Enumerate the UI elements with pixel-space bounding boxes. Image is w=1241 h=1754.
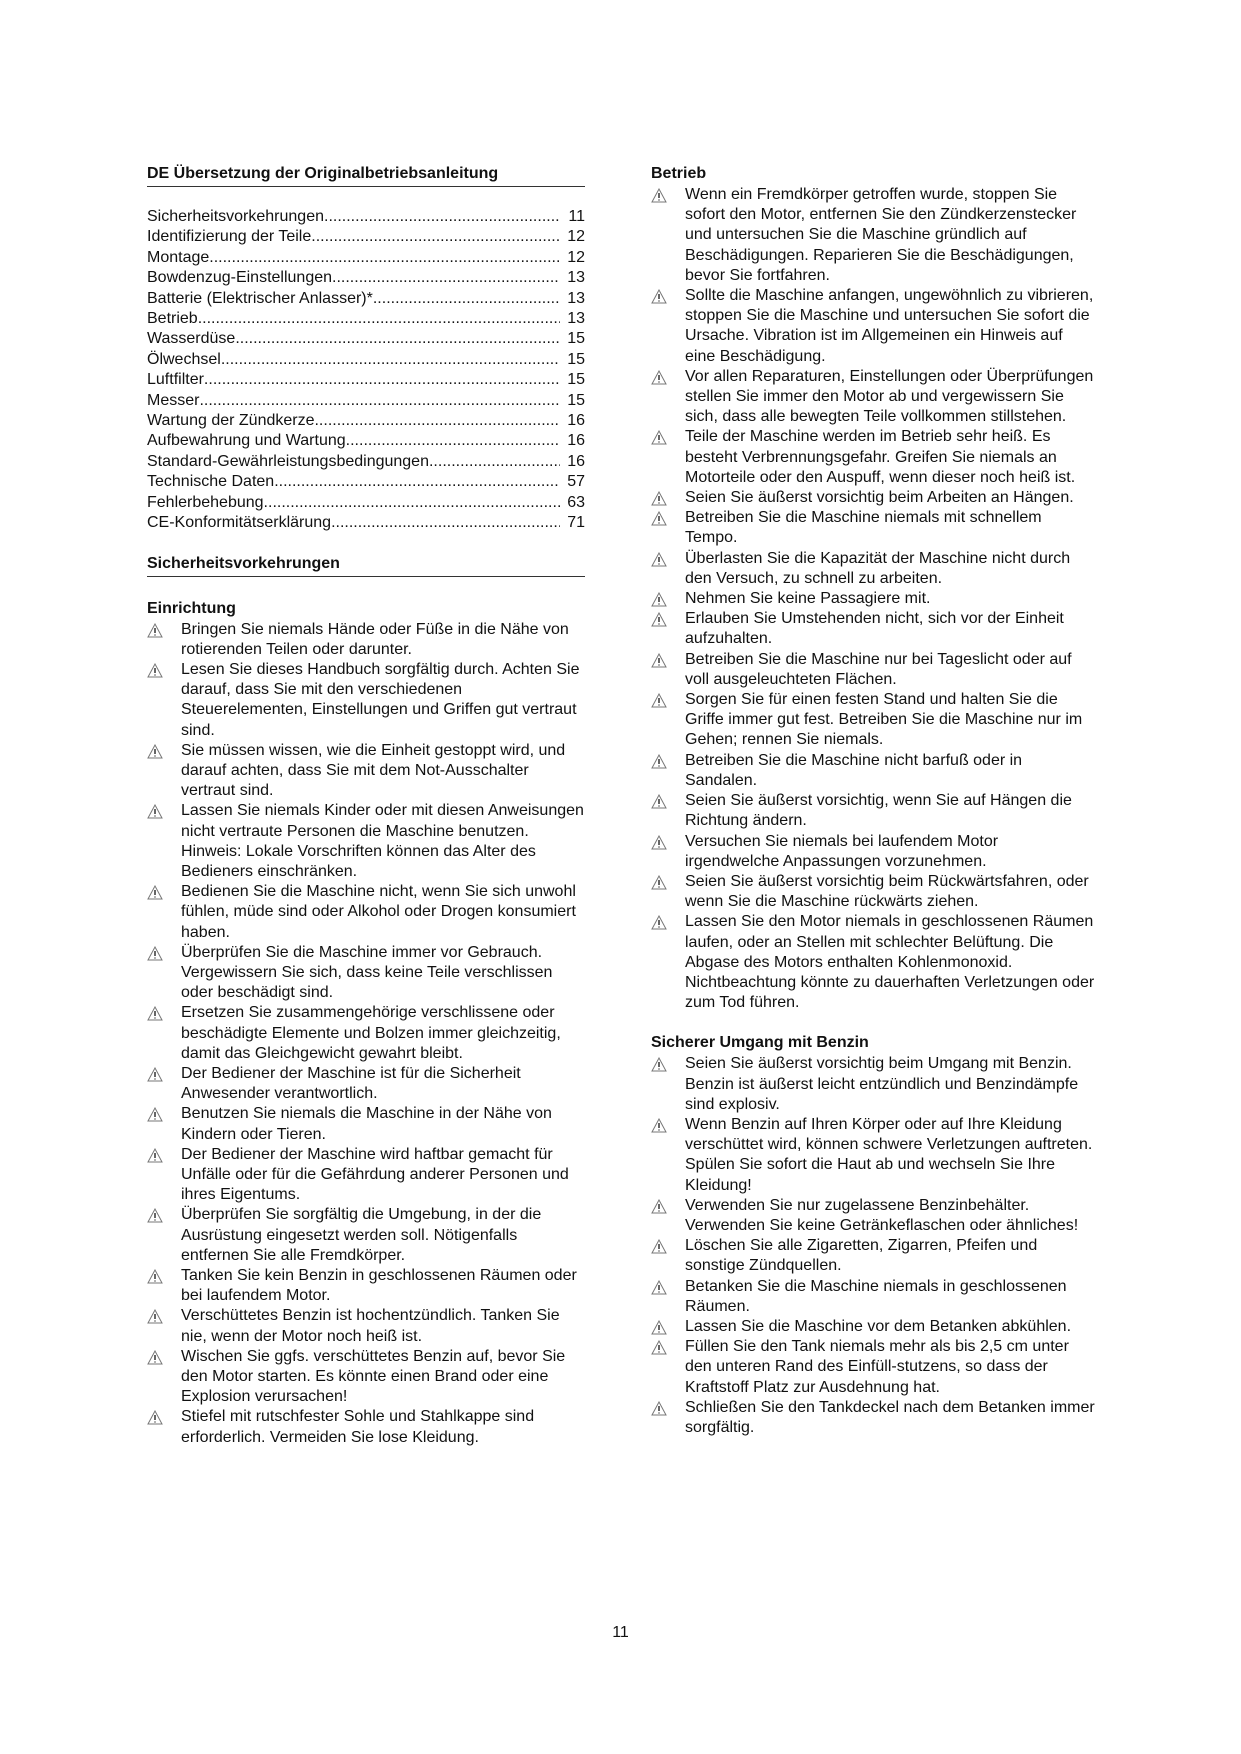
safety-item-text: Füllen Sie den Tank niemals mehr als bis 2,5 cm unter den unteren Rand des Einfüll-stutzens, so dass der Kraftstoff Platz zur Ausdehnung hat. (685, 1338, 1069, 1396)
safety-item-text: Seien Sie äußerst vorsichtig, wenn Sie auf Hängen die Richtung ändern. (685, 792, 1072, 830)
safety-item (651, 1337, 1096, 1398)
toc-entry-title: Standard-Gewährleistungsbedingungen (147, 452, 429, 470)
toc-entry-title: Fehlerbehebung (147, 493, 264, 511)
toc-entry (147, 431, 585, 451)
toc-entry-title: Batterie (Elektrischer Anlasser)* (147, 289, 373, 307)
warning-triangle-icon (147, 1067, 163, 1082)
toc-entry-page: 16 (567, 452, 585, 470)
toc-leader-dots (429, 452, 560, 472)
toc-entry (147, 391, 585, 411)
toc-leader-dots (346, 431, 560, 451)
safety-item-text: Überprüfen Sie die Maschine immer vor Gebrauch. Vergewissern Sie sich, dass keine Teile verschlissen oder beschädigt sind. (181, 943, 553, 1002)
toc-entry-title: Identifizierung der Teile (147, 228, 312, 246)
safety-item-text: Betreiben Sie die Maschine nur bei Tageslicht oder auf voll ausgeleuchteten Flächen. (685, 650, 1072, 688)
safety-item (651, 690, 1096, 751)
safety-item-text: Verwenden Sie nur zugelassene Benzinbehälter. Verwenden Sie keine Getränkeflaschen oder ähnliches! (685, 1196, 1079, 1234)
safety-item-text: Vor allen Reparaturen, Einstellungen oder Überprüfungen stellen Sie immer den Motor ab und vergewissern Sie sich, dass alle bewegten Teile vollkommen stillstehen. (685, 367, 1094, 426)
warning-triangle-icon (147, 623, 163, 638)
safety-item-text: Lassen Sie die Maschine vor dem Betanken abkühlen. (685, 1317, 1072, 1335)
safety-item-text: Überlasten Sie die Kapazität der Maschine nicht durch den Versuch, zu schnell zu arbeiten. (685, 549, 1071, 587)
left-column (147, 164, 585, 1448)
warning-triangle-icon (147, 1208, 163, 1223)
toc-entry (147, 452, 585, 472)
safety-item (147, 1104, 585, 1144)
safety-item (147, 660, 585, 741)
safety-item-text: Sie müssen wissen, wie die Einheit gestoppt wird, und darauf achten, dass Sie mit dem Not-Ausschalter vertraut sind. (181, 741, 566, 800)
safety-item-text: Lassen Sie den Motor niemals in geschlossenen Räumen laufen, oder an Stellen mit schlechter Belüftung. Die Abgase des Motors enthalten Kohlenmonoxid. Nichtbeachtung könnte zu dauerhaften Verletzungen oder zum Tod führen. (685, 913, 1095, 1012)
toc-entry-page: 13 (567, 310, 585, 328)
warning-triangle-icon (651, 1118, 667, 1133)
betrieb-list (651, 185, 1096, 1013)
toc-leader-dots (324, 207, 560, 227)
warning-triangle-icon (651, 794, 667, 809)
safety-item (651, 791, 1096, 831)
safety-item (651, 508, 1096, 548)
table-of-contents (147, 207, 585, 534)
toc-entry-page: 16 (567, 432, 585, 450)
safety-item (651, 589, 1096, 609)
safety-item-text: Betreiben Sie die Maschine niemals mit schnellem Tempo. (685, 509, 1042, 547)
toc-entry (147, 370, 585, 390)
warning-triangle-icon (651, 653, 667, 668)
warning-triangle-icon (147, 1350, 163, 1365)
safety-item (651, 1398, 1096, 1438)
toc-entry-title: CE-Konformitätserklärung (147, 514, 332, 532)
warning-triangle-icon (147, 946, 163, 961)
safety-item (651, 367, 1096, 428)
benzin-heading: Sicherer Umgang mit Benzin (651, 1034, 869, 1052)
toc-entry (147, 248, 585, 268)
safety-item-text: Erlauben Sie Umstehenden nicht, sich vor der Einheit aufzuhalten. (685, 610, 1064, 648)
toc-entry-page: 63 (567, 493, 585, 511)
safety-item (651, 912, 1096, 1013)
safety-item (147, 1205, 585, 1266)
warning-triangle-icon (651, 754, 667, 769)
safety-item (651, 1236, 1096, 1276)
warning-triangle-icon (651, 1280, 667, 1295)
warning-triangle-icon (651, 491, 667, 506)
warning-triangle-icon (651, 915, 667, 930)
safety-item-text: Stiefel mit rutschfester Sohle und Stahlkappe sind erforderlich. Vermeiden Sie lose Kleidung. (181, 1408, 535, 1446)
toc-entry (147, 268, 585, 288)
toc-leader-dots (221, 350, 560, 370)
safety-item (147, 882, 585, 943)
toc-entry-title: Sicherheitsvorkehrungen (147, 208, 324, 225)
toc-entry-page: 12 (567, 228, 585, 246)
toc-entry-title: Technische Daten (147, 473, 275, 491)
toc-entry-page: 15 (567, 371, 585, 389)
safety-item-text: Seien Sie äußerst vorsichtig beim Rückwärtsfahren, oder wenn Sie die Maschine rückwärts ziehen. (685, 872, 1089, 911)
right-column (651, 164, 1096, 1438)
toc-leader-dots (235, 329, 560, 349)
safety-item (651, 872, 1096, 912)
safety-item (147, 1064, 585, 1104)
safety-item-text: Wischen Sie ggfs. verschüttetes Benzin auf, bevor Sie den Motor starten. Es könnte einen Brand oder eine Explosion verursachen! (181, 1347, 566, 1406)
toc-leader-dots (373, 289, 560, 309)
warning-triangle-icon (651, 1320, 667, 1335)
warning-triangle-icon (651, 1199, 667, 1214)
safety-item-text: Sorgen Sie für einen festen Stand und halten Sie die Griffe immer gut fest. Betreiben Sie die Maschine nur im Gehen; rennen Sie niemals. (685, 691, 1083, 749)
warning-triangle-icon (651, 370, 667, 385)
safety-item (651, 1115, 1096, 1196)
warning-triangle-icon (147, 1107, 163, 1122)
warning-triangle-icon (651, 1239, 667, 1254)
toc-leader-dots (199, 391, 560, 411)
safety-item-text: Benutzen Sie niemals die Maschine in der Nähe von Kindern oder Tieren. (181, 1105, 552, 1143)
warning-triangle-icon (651, 612, 667, 627)
toc-entry (147, 309, 585, 329)
toc-entry-page: 15 (567, 350, 585, 368)
document-title: DE Übersetzung der Originalbetriebsanleitung (147, 164, 585, 187)
safety-item-text: Seien Sie äußerst vorsichtig beim Umgang mit Benzin. Benzin ist äußerst leicht entzündlich und Benzindämpfe sind explosiv. (685, 1055, 1079, 1113)
safety-item-text: Verschüttetes Benzin ist hochentzündlich. Tanken Sie nie, wenn der Motor noch heiß ist. (181, 1307, 560, 1345)
warning-triangle-icon (147, 885, 163, 900)
safety-item (651, 751, 1096, 791)
safety-item-text: Lesen Sie dieses Handbuch sorgfältig durch. Achten Sie darauf, dass Sie mit den verschiedenen Steuerelementen, Einstellungen und Griffen gut vertraut sind. (181, 660, 580, 739)
toc-leader-dots (274, 472, 560, 492)
toc-entry-title: Aufbewahrung und Wartung (147, 432, 346, 450)
toc-leader-dots (209, 248, 560, 268)
toc-entry-page: 71 (567, 514, 585, 532)
toc-leader-dots (332, 268, 560, 288)
safety-item (651, 185, 1096, 286)
safety-item (651, 1317, 1096, 1337)
safety-item (651, 1054, 1096, 1115)
toc-entry-page: 15 (567, 391, 585, 409)
warning-triangle-icon (147, 1410, 163, 1425)
einrichtung-list (147, 620, 585, 1448)
toc-leader-dots (314, 411, 560, 431)
warning-triangle-icon (651, 1401, 667, 1416)
safety-item-text: Seien Sie äußerst vorsichtig beim Arbeiten an Hängen. (685, 489, 1074, 507)
toc-entry-title: Bowdenzug-Einstellungen (147, 269, 333, 287)
toc-leader-dots (311, 227, 560, 247)
toc-entry-title: Montage (147, 248, 210, 266)
safety-item-text: Versuchen Sie niemals bei laufendem Motor irgendwelche Anpassungen vorzunehmen. (685, 832, 999, 870)
warning-triangle-icon (651, 430, 667, 445)
warning-triangle-icon (651, 1057, 667, 1072)
warning-triangle-icon (651, 592, 667, 607)
toc-entry (147, 411, 585, 431)
toc-entry (147, 513, 585, 533)
safety-item (651, 832, 1096, 872)
toc-entry-title: Luftfilter (147, 371, 204, 389)
toc-entry-page: 12 (567, 248, 585, 266)
warning-triangle-icon (651, 289, 667, 304)
toc-entry-title: Messer (147, 391, 200, 409)
safety-item (651, 549, 1096, 589)
safety-item-text: Nehmen Sie keine Passagiere mit. (685, 590, 931, 608)
warning-triangle-icon (147, 1148, 163, 1163)
warning-triangle-icon (147, 804, 163, 819)
benzin-list (651, 1054, 1096, 1438)
toc-entry-page: 16 (567, 412, 585, 430)
safety-item (147, 1347, 585, 1408)
warning-triangle-icon (147, 1269, 163, 1284)
safety-item-text: Betanken Sie die Maschine niemals in geschlossenen Räumen. (685, 1277, 1067, 1315)
toc-leader-dots (204, 370, 560, 390)
toc-entry (147, 207, 585, 227)
toc-entry-title: Wasserdüse (147, 330, 236, 348)
warning-triangle-icon (147, 1006, 163, 1021)
safety-item-text: Löschen Sie alle Zigaretten, Zigarren, Pfeifen und sonstige Zündquellen. (685, 1237, 1038, 1275)
warning-triangle-icon (147, 663, 163, 678)
warning-triangle-icon (147, 744, 163, 759)
toc-entry (147, 350, 585, 370)
safety-item-text: Sollte die Maschine anfangen, ungewöhnlich zu vibrieren, stoppen Sie die Maschine und untersuchen Sie sofort die Ursache. Vibration ist im Allgemeinen ein Hinweis auf eine Beschädigung. (685, 287, 1094, 365)
warning-triangle-icon (651, 835, 667, 850)
toc-leader-dots (264, 493, 560, 513)
toc-entry-title: Ölwechsel (147, 350, 221, 368)
safety-item-text: Wenn Benzin auf Ihren Körper oder auf Ihre Kleidung verschüttet wird, können schwere Verletzungen auftreten. Spülen Sie sofort die Haut ab und wechseln Sie Ihre Kleidung! (685, 1115, 1093, 1194)
safety-item-text: Bringen Sie niemals Hände oder Füße in die Nähe von rotierenden Teilen oder darunter. (181, 620, 569, 658)
warning-triangle-icon (651, 1340, 667, 1355)
toc-entry-page: 11 (568, 208, 585, 225)
toc-entry-title: Wartung der Zündkerze (147, 412, 315, 430)
einrichtung-heading: Einrichtung (147, 599, 236, 617)
warning-triangle-icon (651, 188, 667, 203)
safety-item (147, 1145, 585, 1206)
toc-entry-page: 13 (567, 269, 585, 287)
toc-entry (147, 472, 585, 492)
toc-entry-page: 15 (567, 330, 585, 348)
safety-item (651, 650, 1096, 690)
safety-item-text: Betreiben Sie die Maschine nicht barfuß oder in Sandalen. (685, 751, 1023, 789)
page-number: 11 (612, 1624, 629, 1641)
toc-entry (147, 227, 585, 247)
safety-item-text: Der Bediener der Maschine ist für die Sicherheit Anwesender verantwortlich. (181, 1064, 521, 1103)
safety-item (651, 609, 1096, 649)
warning-triangle-icon (651, 693, 667, 708)
safety-item (147, 1003, 585, 1064)
safety-item-text: Wenn ein Fremdkörper getroffen wurde, stoppen Sie sofort den Motor, entfernen Sie den Zündkerzenstecker und untersuchen Sie die Maschine gründlich auf Beschädigungen. Reparieren Sie die Beschädigungen, bevor Sie fortfahren. (685, 186, 1077, 284)
toc-entry (147, 289, 585, 309)
toc-entry (147, 493, 585, 513)
toc-entry-page: 57 (567, 473, 585, 491)
toc-entry-page: 13 (567, 289, 585, 307)
toc-entry (147, 329, 585, 349)
safety-item-text: Schließen Sie den Tankdeckel nach dem Betanken immer sorgfältig. (685, 1398, 1095, 1436)
toc-entry-title: Betrieb (147, 310, 198, 328)
safety-item (147, 943, 585, 1004)
safety-item-text: Der Bediener der Maschine wird haftbar gemacht für Unfälle oder für die Gefährdung anderer Personen und ihres Eigentums. (181, 1145, 569, 1204)
warning-triangle-icon (651, 875, 667, 890)
warning-triangle-icon (651, 511, 667, 526)
safety-item-text: Tanken Sie kein Benzin in geschlossenen Räumen oder bei laufendem Motor. (181, 1267, 577, 1305)
safety-item (147, 620, 585, 660)
safety-item (147, 741, 585, 802)
safety-item (651, 1196, 1096, 1236)
safety-item (147, 1407, 585, 1447)
safety-item-text: Lassen Sie niemals Kinder oder mit diesen Anweisungen nicht vertraute Personen die Maschine benutzen. Hinweis: Lokale Vorschriften können das Alter des Bedieners einschränken. (181, 802, 584, 880)
safety-item-text: Teile der Maschine werden im Betrieb sehr heiß. Es besteht Verbrennungsgefahr. Greifen Sie niemals an Motorteile oder den Auspuff, wenn dieser noch heiß ist. (685, 428, 1076, 486)
safety-item-text: Ersetzen Sie zusammengehörige verschlissene oder beschädigte Elemente und Bolzen immer gleichzeitig, damit das Gleichgewicht gewahrt bleibt. (181, 1004, 561, 1062)
safety-item-text: Überprüfen Sie sorgfältig die Umgebung, in der die Ausrüstung eingesetzt werden soll. Nötigenfalls entfernen Sie alle Fremdkörper. (181, 1206, 542, 1264)
warning-triangle-icon (651, 552, 667, 567)
toc-leader-dots (331, 513, 560, 533)
safety-item (651, 1277, 1096, 1317)
safety-item (651, 488, 1096, 508)
betrieb-heading: Betrieb (651, 165, 707, 182)
safety-item (651, 286, 1096, 367)
safety-item (147, 1266, 585, 1306)
safety-section-header: Sicherheitsvorkehrungen (147, 554, 585, 577)
warning-triangle-icon (147, 1309, 163, 1324)
safety-item (651, 427, 1096, 488)
safety-item-text: Bedienen Sie die Maschine nicht, wenn Sie sich unwohl fühlen, müde sind oder Alkohol oder Drogen konsumiert haben. (181, 883, 576, 941)
safety-item (147, 1306, 585, 1346)
safety-item (147, 801, 585, 882)
toc-leader-dots (198, 309, 560, 329)
